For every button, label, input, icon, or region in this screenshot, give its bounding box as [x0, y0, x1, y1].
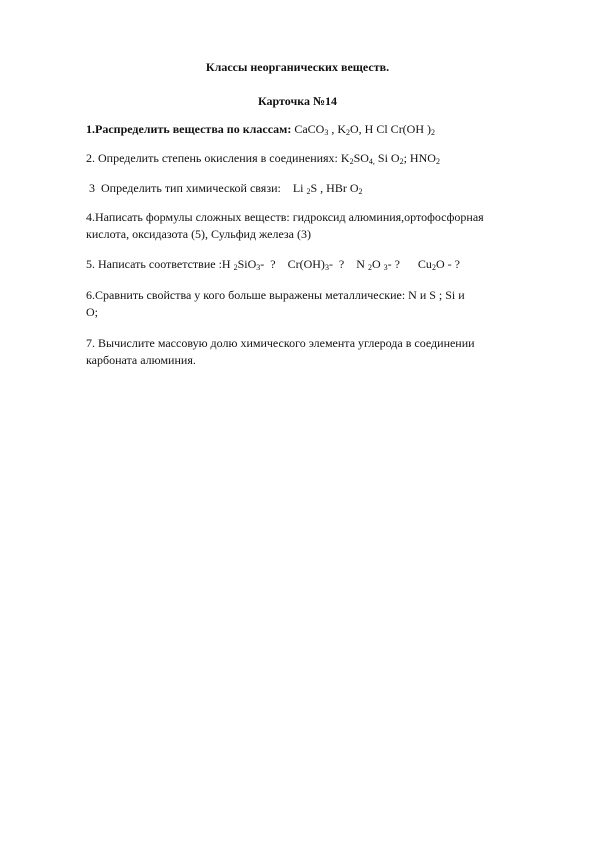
- task-1: [86, 122, 435, 137]
- card-number: Карточка №14: [257, 94, 338, 108]
- task-1-formulas: CaCO$_3$ , $K_2O$, H Cl Cr(OH )$_2$: [294, 122, 436, 137]
- task-7-line-1: 7. Вычислите массовую долю химического элемента углерода в соединении: [86, 336, 475, 350]
- worksheet-title: Классы неорганических веществ.: [205, 60, 390, 74]
- task-2: 2. Определить степень окисления в соединениях: $K_2SO_{4,}$ Si $O_2$; $HNO_2$: [86, 151, 440, 166]
- task-4-line-2: кислота, оксидазота (5), Сульфид железа (3): [86, 227, 311, 241]
- task-5: 5. Написать соответствие :H $_2$SiO$_3$- ? $Cr(OH)_3-$ ? N $_2$O $_3$- ? $Cu_2O$ - ?: [86, 257, 460, 272]
- task-1-label: 1.Распределить вещества по классам:: [86, 122, 292, 136]
- task-6-line-2: O;: [86, 305, 98, 319]
- task-6-line-1: 6.Сравнить свойства у кого больше выражены металлические: N и S ; Si и: [86, 288, 465, 302]
- task-4-line-1: 4.Написать формулы сложных веществ: гидроксид алюминия,ортофосфорная: [86, 210, 484, 224]
- task-7-line-2: карбоната алюминия.: [86, 353, 196, 367]
- task-3: 3 Определить тип химической связи: Li $_2$S , HBr $O_2$: [86, 181, 363, 196]
